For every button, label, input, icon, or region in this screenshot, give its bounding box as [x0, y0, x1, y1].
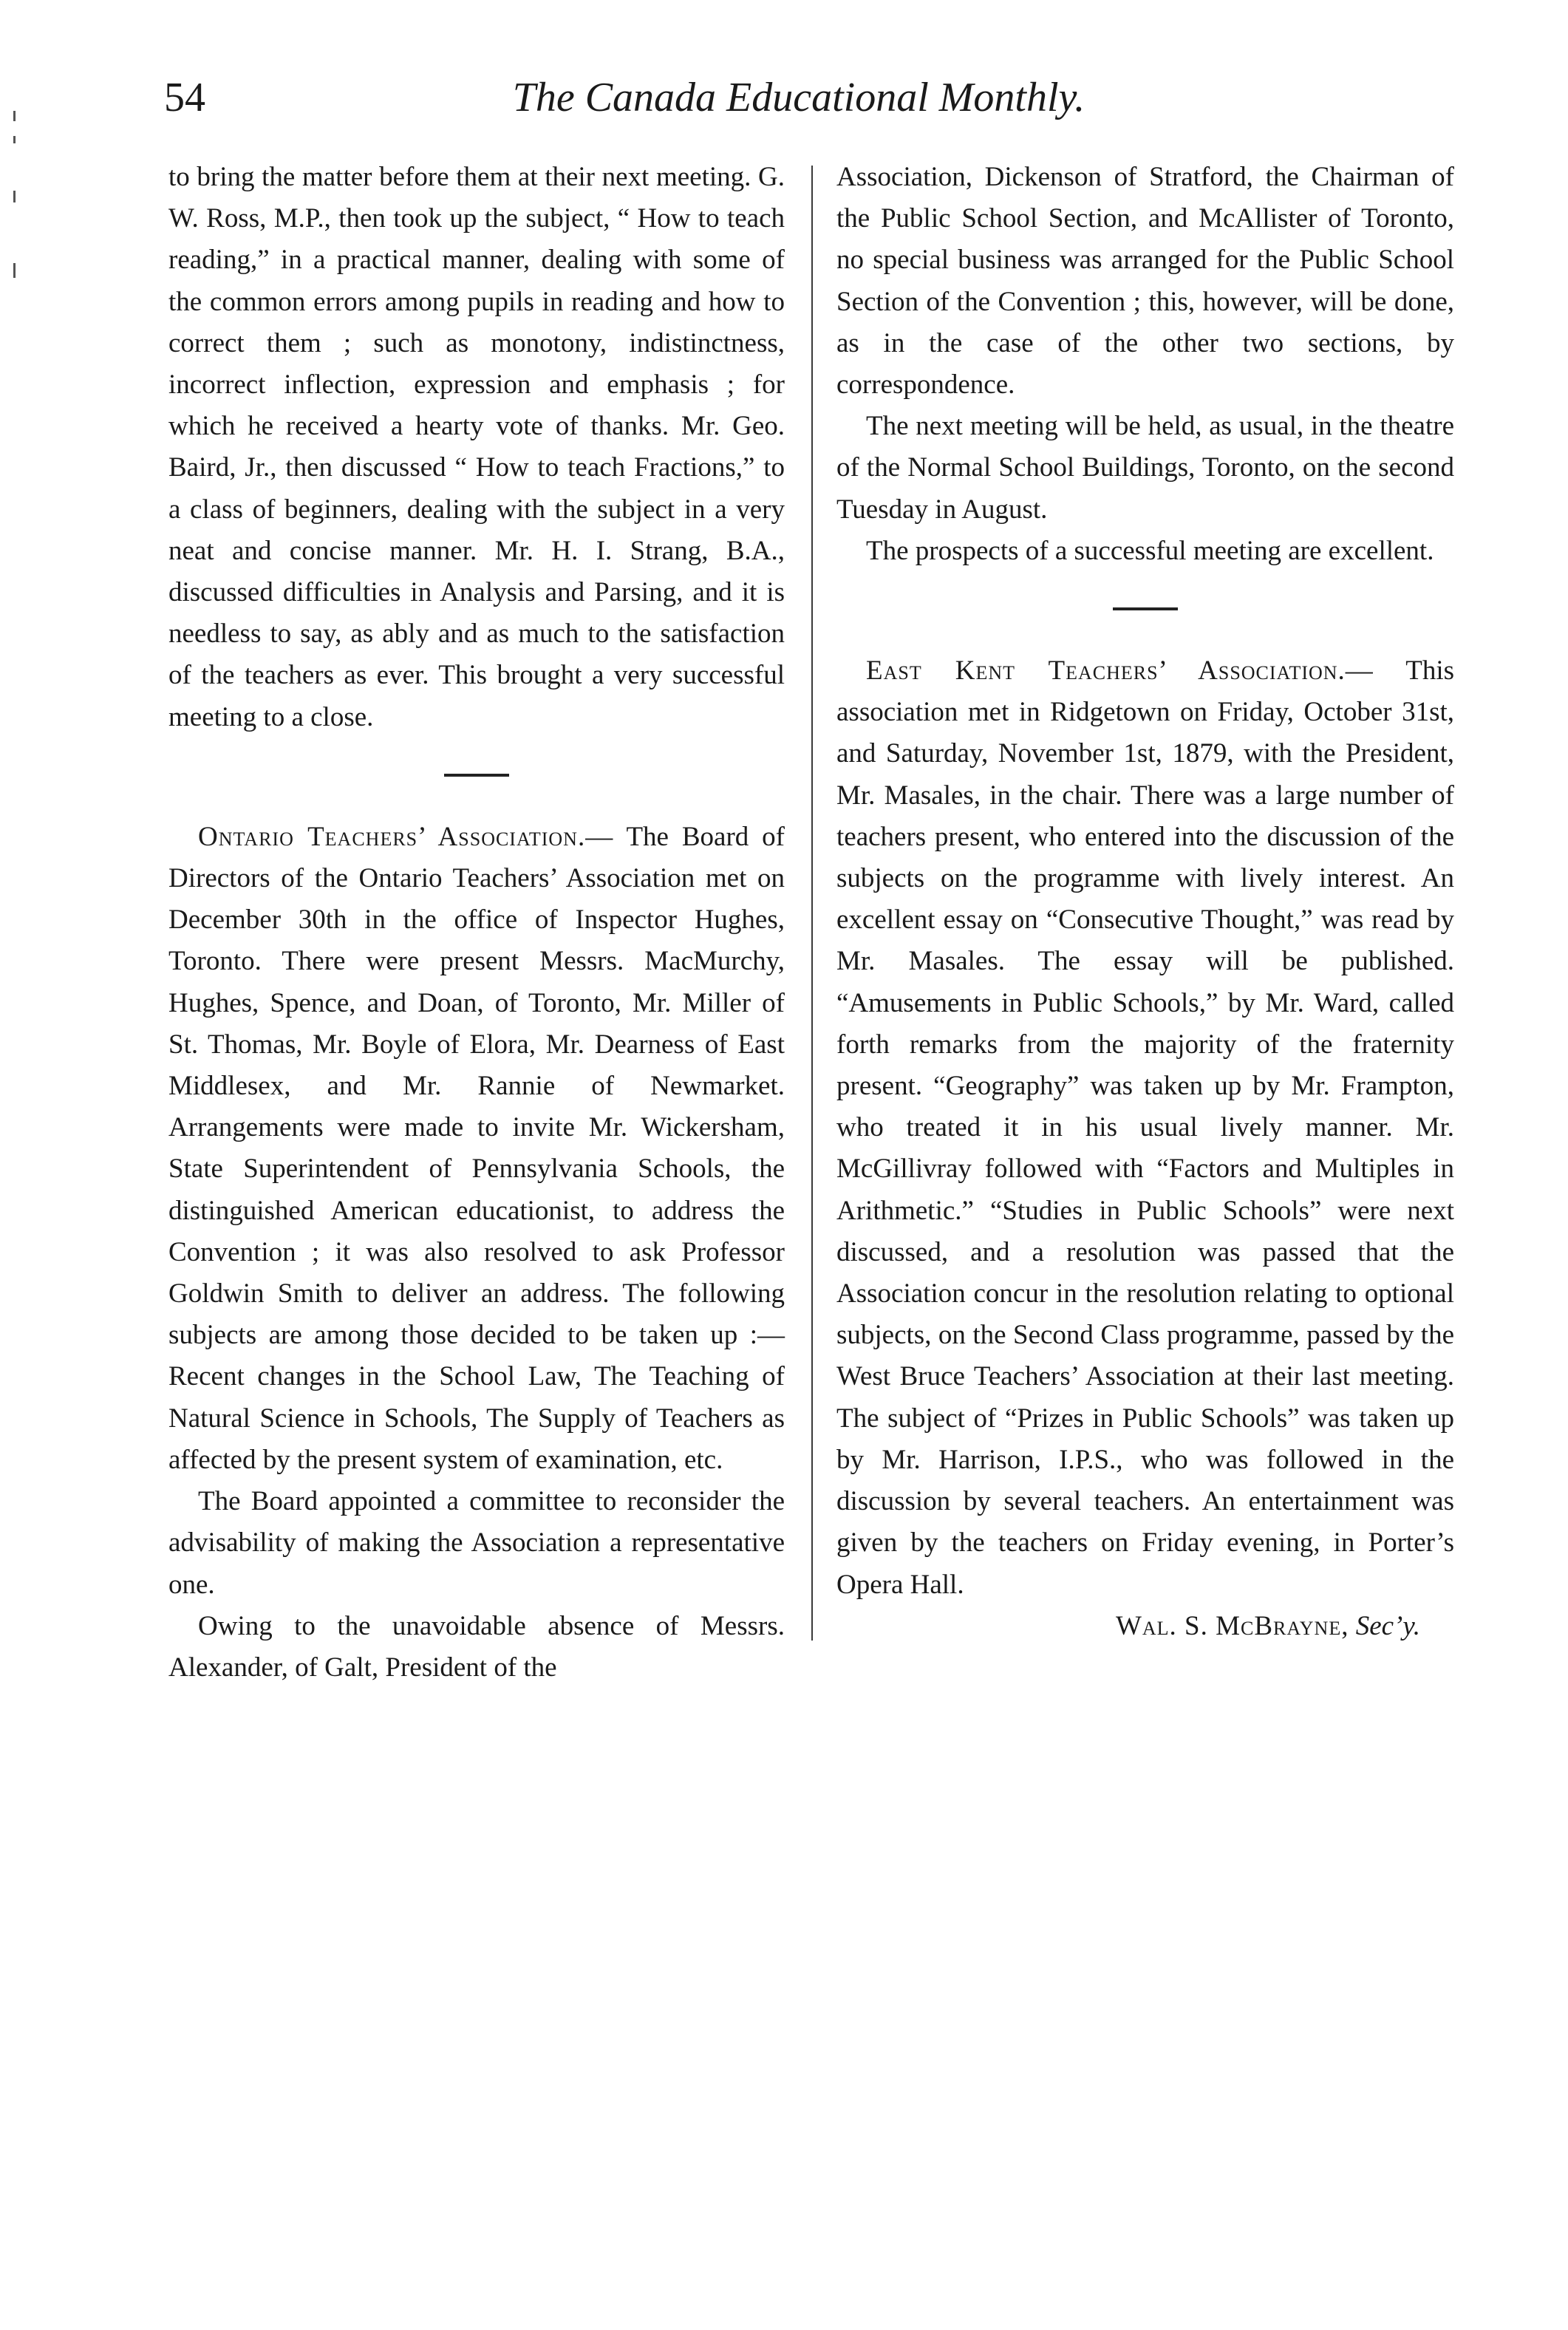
association-continued-paragraph: Association, Dickenson of Stratford, the Chairman of the Public School Section, and McAllister of Toronto, no special business was arranged for the Public School Section of the Convention ; this, however, will be done, as in the case of the other two sections, by correspondence. [836, 162, 1454, 401]
paragraph-continued: to bring the matter before them at their next meeting. G. W. Ross, M.P., then took up the subject, “ How to teach reading,” in a practical manner, dealing with some of the common errors among pupils in reading and how to correct them ; such as monotony, indistinctness, incorrect inflection, expression and emphasis ; for which he received a hearty vote of thanks. Mr. Geo. Baird, Jr., then discussed “ How to teach Fractions,” to a class of beginners, dealing with the subject in a very neat and concise manner. Mr. H. I. Strang, B.A., discussed difficulties in Analysis and Parsing, and it is needless to say, as ably and as much to the satisfaction of the teachers as ever. This brought a very successful meeting to a close. [168, 162, 785, 732]
section-separator [444, 774, 509, 777]
prospects-paragraph: The prospects of a successful meeting are excellent. [866, 535, 1434, 566]
right-column [836, 157, 1454, 1647]
east-kent-heading: East Kent Teachers’ Association.— [866, 655, 1374, 687]
ontario-association-heading: Ontario Teachers’ Association.— [198, 821, 614, 852]
absence-paragraph: Owing to the unavoidable absence of Messrs. Alexander, of Galt, President of the [168, 1610, 785, 1683]
signature-name: Wal. S. McBrayne, [1115, 1610, 1349, 1641]
committee-paragraph: The Board appointed a committee to reconsider the advisability of making the Association a representative one. [168, 1486, 785, 1600]
east-kent-text: This association met in Ridgetown on Friday, October 31st, and Saturday, November 1st, 1879, with the President, Mr. Masales, in the chair. There was a large number of teachers present, who entered into the discussion of the subjects on the programme with lively interest. An excellent essay on “Consecutive Thought,” was read by Mr. Masales. The essay will be published. “Amusements in Public Schools,” by Mr. Ward, called forth remarks from the majority of the fraternity present. “Geography” was taken up by Mr. Frampton, who treated it in his usual lively manner. Mr. McGillivray followed with “Factors and Multiples in Arithmetic.” “Studies in Public Schools” were next discussed, and a resolution was passed that the Association concur in the resolution relating to optional subjects, on the Second Class programme, passed by the West Bruce Teachers’ Association at their last meeting. The subject of “Prizes in Public Schools” was taken up by Mr. Harrison, I.P.S., who was followed in the discussion by several teachers. An entertainment was given by the teachers on Friday evening, in Porter’s Opera Hall. [836, 655, 1454, 1600]
next-meeting-paragraph: The next meeting will be held, as usual, in the theatre of the Normal School Buildings, Toronto, on the second Tuesday in August. [836, 411, 1454, 525]
left-column [168, 157, 785, 1689]
east-kent-paragraph [836, 650, 1454, 1606]
running-title: The Canada Educational Monthly. [512, 75, 1085, 120]
margin-scan-marks [9, 111, 24, 281]
ontario-association-paragraph [168, 817, 785, 1481]
signature [836, 1606, 1454, 1647]
section-separator [1113, 607, 1178, 610]
signature-role: Sec’y. [1355, 1610, 1420, 1641]
page-header [0, 68, 1568, 127]
page-number: 54 [164, 75, 205, 120]
ontario-association-text: The Board of Directors of the Ontario Teachers’ Association met on December 30th in the office of Inspector Hughes, Toronto. There were present Messrs. MacMurchy, Hughes, Spence, and Doan, of Toronto, Mr. Miller of St. Thomas, Mr. Boyle of Elora, Mr. Dearness of East Middlesex, and Mr. Rannie of Newmarket. Arrangements were made to invite Mr. Wickersham, State Superintendent of Pennsylvania Schools, the distinguished American educationist, to address the Convention ; it was also resolved to ask Professor Goldwin Smith to deliver an address. The following subjects are among those decided to be taken up :— Recent changes in the School Law, The Teaching of Natural Science in Schools, The Supply of Teachers as affected by the present system of examination, etc. [168, 821, 785, 1475]
column-divider [811, 166, 813, 1641]
